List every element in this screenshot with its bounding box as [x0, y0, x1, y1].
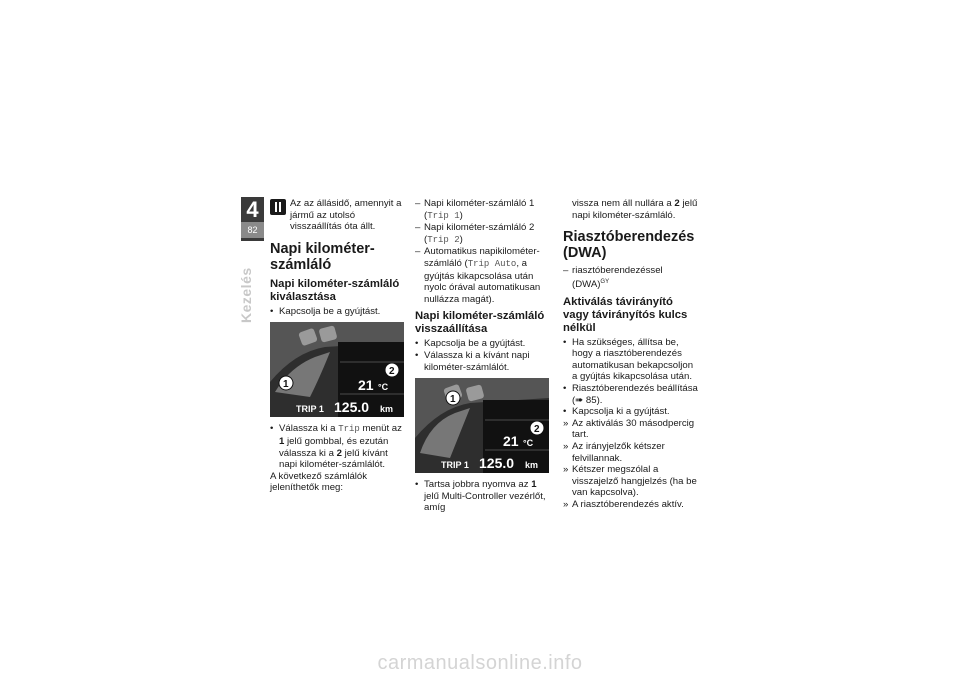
- warning-note: [270, 198, 406, 233]
- list-item: • Kapcsolja ki a gyújtást.: [563, 406, 670, 418]
- counters-intro: A következő számlálók jeleníthetők meg:: [270, 470, 368, 494]
- list-item: – Napi kilométer-számláló 2 (Trip 2): [415, 222, 535, 245]
- column-2: [415, 198, 552, 514]
- section-label: [236, 245, 264, 325]
- list-item: » Kétszer megszólal a visszajelző hangjelzés (ha be van kapcsolva).: [563, 464, 697, 499]
- continued-text: vissza nem áll nullára a 2 jelű napi kilométer-számláló.: [572, 198, 698, 221]
- page-number: 82: [241, 222, 264, 238]
- steps-select: [270, 306, 406, 318]
- watermark: carmanualsonline.info: [377, 652, 583, 674]
- trip-unit: km: [380, 404, 394, 415]
- equipment-note: [563, 265, 700, 290]
- steps-activation: [563, 337, 700, 511]
- list-item: » A riasztóberendezés aktív.: [563, 498, 684, 510]
- temp-value: 21: [503, 433, 519, 450]
- list-item: • Válassza ki a Trip menüt az 1 jelű gombbal, és ezután válassza ki a 2 jelű kívánt napi kilométer-számlálót.: [270, 423, 402, 471]
- section-label-text: Kezelés: [238, 267, 254, 323]
- warning-icon: [270, 199, 286, 215]
- temp-unit: °C: [378, 382, 389, 393]
- trip-label: TRIP 1: [296, 404, 324, 415]
- warning-text: Az az állásidő, amennyit a jármű az utolsó visszaállítás óta állt.: [290, 198, 402, 233]
- list-item: » Az aktiválás 30 másodpercig tart.: [563, 417, 695, 441]
- counter-list: [415, 198, 552, 305]
- steps-reset-2: [415, 479, 552, 514]
- trip-label: TRIP 1: [441, 460, 469, 471]
- heading-activation: Aktiválás távirányító vagy távirányítós kulcs nélkül: [563, 295, 688, 334]
- handlebar-control-image-2: [415, 378, 549, 473]
- column-3: [563, 198, 700, 510]
- trip-value: 125.0: [479, 455, 515, 472]
- list-item: • Válassza ki a kívánt napi kilométer-számlálót.: [415, 349, 530, 373]
- trip-value: 125.0: [334, 399, 370, 416]
- list-item: » Az irányjelzők kétszer felvillannak.: [563, 440, 665, 464]
- trip-unit: km: [525, 460, 539, 471]
- temp-unit: °C: [523, 438, 534, 449]
- list-item: • Riasztóberendezés beállítása (➠ 85).: [563, 382, 698, 406]
- column-1: [270, 198, 406, 494]
- callout-2: 2: [534, 424, 540, 436]
- list-item: • Ha szükséges, állítsa be, hogy a riasztóberendezés automatikusan bekapcsoljon a gyújtás kikapcsolása után.: [563, 336, 694, 383]
- list-item: – Napi kilométer-számláló 1 (Trip 1): [415, 198, 535, 221]
- callout-1: 1: [450, 394, 456, 406]
- heading-select-trip: Napi kilométer-számláló kiválasztása: [270, 277, 400, 303]
- list-item: • Kapcsolja be a gyújtást.: [415, 338, 526, 350]
- temp-value: 21: [358, 377, 374, 394]
- callout-1: 1: [283, 379, 289, 391]
- steps-reset: [415, 338, 552, 373]
- handlebar-control-image: [270, 322, 404, 417]
- steps-select-2: [270, 423, 406, 470]
- chapter-number: 4: [246, 197, 259, 222]
- heading-alarm: Riasztóberendezés (DWA): [563, 229, 695, 262]
- heading-trip-counter: Napi kilométer-számláló: [270, 240, 375, 273]
- list-item: – riasztóberendezéssel (DWA)$^{GY}$: [563, 265, 663, 290]
- heading-reset-trip: Napi kilométer-számláló visszaállítása: [415, 310, 545, 336]
- callout-2: 2: [389, 366, 395, 378]
- list-item: • Kapcsolja be a gyújtást.: [270, 305, 381, 317]
- list-item: – Automatikus napikilométer-számláló (Trip Auto, a gyújtás kikapcsolása után nyolc órával automatikusan nullázza magát).: [415, 246, 541, 305]
- list-item: • Tartsa jobbra nyomva az 1 jelű Multi-Controller vezérlőt, amíg: [415, 479, 546, 514]
